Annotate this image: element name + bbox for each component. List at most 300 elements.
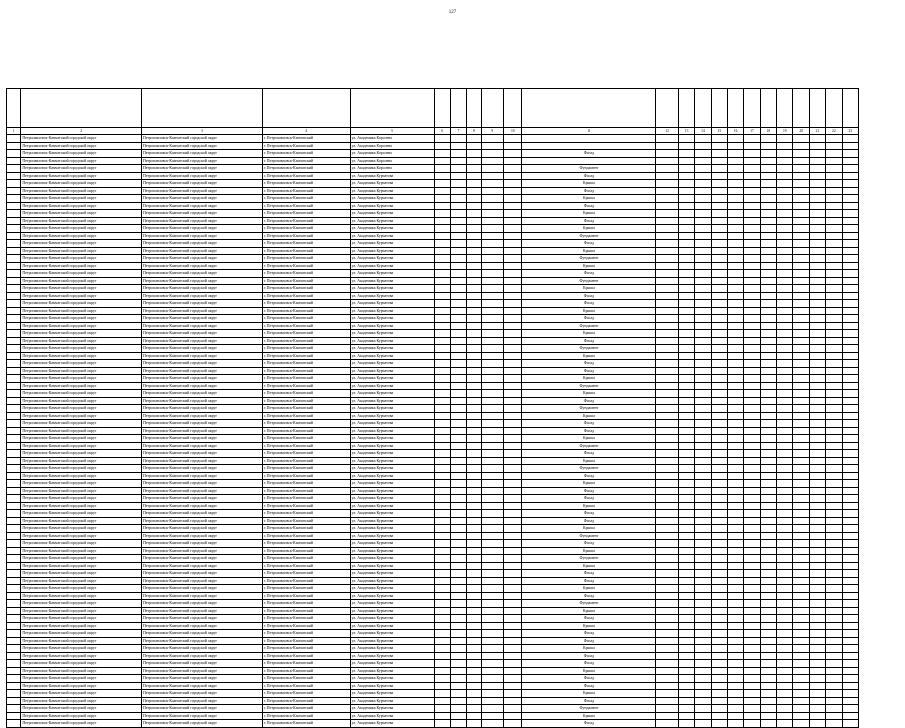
plan-mark-cell xyxy=(760,225,776,233)
plan-mark-cell xyxy=(695,405,711,413)
year-cell xyxy=(481,487,504,495)
empty-cell xyxy=(467,540,481,548)
plan-mark-cell xyxy=(744,570,760,578)
work-kind-cell: Фасад xyxy=(522,292,656,300)
street-cell: ул. Академика Курчатова xyxy=(350,457,434,465)
year-cell xyxy=(656,375,679,383)
plan-mark-cell xyxy=(728,427,744,435)
plan-mark-cell xyxy=(809,232,825,240)
district-cell: Петропавловск-Камчатский городской округ xyxy=(21,577,142,585)
street-cell: ул. Академика Курчатова xyxy=(350,435,434,443)
plan-mark-cell xyxy=(809,570,825,578)
plan-mark-cell xyxy=(678,457,694,465)
plan-mark-cell xyxy=(777,150,793,158)
plan-mark-cell xyxy=(793,292,809,300)
empty-cell xyxy=(467,517,481,525)
year-cell xyxy=(656,187,679,195)
settlement-cell: г. Петропавловск-Камчатский xyxy=(262,562,350,570)
plan-mark-cell xyxy=(728,720,744,728)
work-kind-cell: Фасад xyxy=(522,315,656,323)
street-cell: ул. Академика Курчатова xyxy=(350,682,434,690)
plan-mark-cell xyxy=(728,547,744,555)
empty-cell xyxy=(467,615,481,623)
house-cell xyxy=(434,457,450,465)
district-cell: Петропавловск-Камчатский городской округ xyxy=(142,322,263,330)
row-number xyxy=(7,465,21,473)
plan-mark-cell xyxy=(842,480,858,488)
year-cell xyxy=(481,675,504,683)
empty-cell xyxy=(467,570,481,578)
street-cell: ул. Академика Курчатова xyxy=(350,705,434,713)
plan-mark-cell xyxy=(809,367,825,375)
plan-mark-cell xyxy=(678,255,694,263)
empty-cell xyxy=(467,532,481,540)
empty-cell xyxy=(450,652,466,660)
district-cell: Петропавловск-Камчатский городской округ xyxy=(21,622,142,630)
district-cell: Петропавловск-Камчатский городской округ xyxy=(142,600,263,608)
plan-mark-cell xyxy=(678,667,694,675)
district-cell: Петропавловск-Камчатский городской округ xyxy=(21,195,142,203)
empty-cell xyxy=(467,645,481,653)
district-cell: Петропавловск-Камчатский городской округ xyxy=(142,690,263,698)
plan-mark-cell xyxy=(842,510,858,518)
plan-mark-cell xyxy=(744,427,760,435)
plan-mark-cell xyxy=(809,555,825,563)
plan-mark-cell xyxy=(678,547,694,555)
house-cell xyxy=(434,705,450,713)
plan-mark-cell xyxy=(728,457,744,465)
plan-mark-cell xyxy=(809,720,825,728)
street-cell: ул. Академика Курчатова xyxy=(350,247,434,255)
plan-mark-cell xyxy=(760,315,776,323)
row-number xyxy=(7,592,21,600)
empty-cell xyxy=(504,195,522,203)
plan-mark-cell xyxy=(744,397,760,405)
plan-mark-cell xyxy=(793,195,809,203)
plan-mark-cell xyxy=(842,712,858,720)
house-cell xyxy=(434,337,450,345)
street-cell: ул. Академика Курчатова xyxy=(350,345,434,353)
table-row xyxy=(7,285,859,293)
district-cell: Петропавловск-Камчатский городской округ xyxy=(142,360,263,368)
plan-mark-cell xyxy=(793,397,809,405)
plan-mark-cell xyxy=(793,285,809,293)
plan-mark-cell xyxy=(695,330,711,338)
plan-mark-cell xyxy=(760,540,776,548)
house-cell xyxy=(434,195,450,203)
year-cell xyxy=(481,615,504,623)
plan-mark-cell xyxy=(777,487,793,495)
empty-cell xyxy=(467,330,481,338)
table-row xyxy=(7,300,859,308)
empty-cell xyxy=(504,360,522,368)
table-row xyxy=(7,240,859,248)
settlement-cell: г. Петропавловск-Камчатский xyxy=(262,577,350,585)
table-row xyxy=(7,322,859,330)
plan-mark-cell xyxy=(842,270,858,278)
plan-mark-cell xyxy=(826,307,842,315)
table-header-row xyxy=(7,89,859,128)
plan-mark-cell xyxy=(744,300,760,308)
plan-mark-cell xyxy=(777,547,793,555)
plan-mark-cell xyxy=(826,165,842,173)
plan-mark-cell xyxy=(678,375,694,383)
work-kind-cell: Фасад xyxy=(522,270,656,278)
plan-mark-cell xyxy=(809,195,825,203)
work-kind-cell: Крыша xyxy=(522,262,656,270)
plan-mark-cell xyxy=(809,472,825,480)
year-cell xyxy=(481,547,504,555)
plan-mark-cell xyxy=(826,375,842,383)
column-number: 9 xyxy=(481,128,504,135)
plan-mark-cell xyxy=(711,345,727,353)
plan-mark-cell xyxy=(777,450,793,458)
plan-mark-cell xyxy=(760,652,776,660)
column-number: 5 xyxy=(350,128,434,135)
empty-cell xyxy=(450,277,466,285)
row-number xyxy=(7,637,21,645)
plan-mark-cell xyxy=(777,352,793,360)
house-cell xyxy=(434,720,450,728)
year-cell xyxy=(481,292,504,300)
row-number xyxy=(7,510,21,518)
plan-mark-cell xyxy=(793,465,809,473)
table-row xyxy=(7,570,859,578)
plan-mark-cell xyxy=(760,525,776,533)
year-cell xyxy=(656,562,679,570)
district-cell: Петропавловск-Камчатский городской округ xyxy=(142,510,263,518)
plan-mark-cell xyxy=(842,247,858,255)
plan-mark-cell xyxy=(711,720,727,728)
work-kind-cell: Фасад xyxy=(522,360,656,368)
street-cell: ул. Академика Курчатова xyxy=(350,502,434,510)
plan-mark-cell xyxy=(793,307,809,315)
empty-cell xyxy=(450,592,466,600)
settlement-cell: г. Петропавловск-Камчатский xyxy=(262,622,350,630)
column-number: 17 xyxy=(744,128,760,135)
table-row xyxy=(7,705,859,713)
plan-mark-cell xyxy=(728,337,744,345)
plan-mark-cell xyxy=(760,570,776,578)
row-number xyxy=(7,577,21,585)
house-cell xyxy=(434,382,450,390)
year-cell xyxy=(481,592,504,600)
year-cell xyxy=(481,690,504,698)
empty-cell xyxy=(450,330,466,338)
empty-cell xyxy=(450,660,466,668)
plan-mark-cell xyxy=(728,637,744,645)
work-kind-cell: Крыша xyxy=(522,667,656,675)
plan-mark-cell xyxy=(777,405,793,413)
plan-mark-cell xyxy=(744,315,760,323)
empty-cell xyxy=(504,712,522,720)
plan-mark-cell xyxy=(793,322,809,330)
district-cell: Петропавловск-Камчатский городской округ xyxy=(142,375,263,383)
plan-mark-cell xyxy=(777,570,793,578)
house-cell xyxy=(434,150,450,158)
plan-mark-cell xyxy=(711,330,727,338)
table-row xyxy=(7,277,859,285)
empty-cell xyxy=(450,187,466,195)
plan-mark-cell xyxy=(793,547,809,555)
street-cell: ул. Академика Курчатова xyxy=(350,352,434,360)
plan-mark-cell xyxy=(728,345,744,353)
year-cell xyxy=(481,637,504,645)
district-cell: Петропавловск-Камчатский городской округ xyxy=(21,547,142,555)
district-cell: Петропавловск-Камчатский городской округ xyxy=(142,450,263,458)
year-cell xyxy=(481,142,504,150)
plan-mark-cell xyxy=(711,262,727,270)
year-cell xyxy=(481,172,504,180)
plan-mark-cell xyxy=(744,697,760,705)
settlement-cell: г. Петропавловск-Камчатский xyxy=(262,450,350,458)
plan-mark-cell xyxy=(678,592,694,600)
table-row xyxy=(7,210,859,218)
work-kind-cell xyxy=(522,142,656,150)
plan-mark-cell xyxy=(695,232,711,240)
table-row xyxy=(7,442,859,450)
plan-mark-cell xyxy=(809,165,825,173)
district-cell: Петропавловск-Камчатский городской округ xyxy=(21,202,142,210)
plan-mark-cell xyxy=(711,217,727,225)
settlement-cell: г. Петропавловск-Камчатский xyxy=(262,510,350,518)
empty-cell xyxy=(450,517,466,525)
plan-mark-cell xyxy=(711,480,727,488)
plan-mark-cell xyxy=(793,532,809,540)
row-number xyxy=(7,330,21,338)
plan-mark-cell xyxy=(760,682,776,690)
plan-mark-cell xyxy=(777,240,793,248)
table-row xyxy=(7,562,859,570)
work-kind-cell: Крыша xyxy=(522,645,656,653)
row-number xyxy=(7,630,21,638)
plan-mark-cell xyxy=(842,367,858,375)
work-kind-cell: Фасад xyxy=(522,682,656,690)
house-cell xyxy=(434,210,450,218)
plan-mark-cell xyxy=(760,450,776,458)
house-cell xyxy=(434,315,450,323)
plan-mark-cell xyxy=(777,615,793,623)
plan-mark-cell xyxy=(777,270,793,278)
district-cell: Петропавловск-Камчатский городской округ xyxy=(142,412,263,420)
year-cell xyxy=(481,352,504,360)
plan-mark-cell xyxy=(744,225,760,233)
column-header xyxy=(450,89,466,128)
plan-mark-cell xyxy=(678,217,694,225)
year-cell xyxy=(656,630,679,638)
column-number: 4 xyxy=(262,128,350,135)
empty-cell xyxy=(450,420,466,428)
table-row xyxy=(7,690,859,698)
house-cell xyxy=(434,270,450,278)
row-number xyxy=(7,405,21,413)
plan-mark-cell xyxy=(809,262,825,270)
plan-mark-cell xyxy=(678,352,694,360)
street-cell: ул. Академика Курчатова xyxy=(350,270,434,278)
year-cell xyxy=(656,367,679,375)
plan-mark-cell xyxy=(760,240,776,248)
plan-mark-cell xyxy=(809,187,825,195)
plan-mark-cell xyxy=(842,465,858,473)
plan-mark-cell xyxy=(695,592,711,600)
settlement-cell: г. Петропавловск-Камчатский xyxy=(262,217,350,225)
empty-cell xyxy=(450,502,466,510)
empty-cell xyxy=(450,217,466,225)
plan-mark-cell xyxy=(826,547,842,555)
empty-cell xyxy=(467,712,481,720)
table-row xyxy=(7,592,859,600)
plan-mark-cell xyxy=(809,652,825,660)
year-cell xyxy=(481,705,504,713)
plan-mark-cell xyxy=(777,195,793,203)
row-number xyxy=(7,202,21,210)
plan-mark-cell xyxy=(678,420,694,428)
plan-mark-cell xyxy=(809,382,825,390)
plan-mark-cell xyxy=(744,525,760,533)
plan-mark-cell xyxy=(711,405,727,413)
year-cell xyxy=(656,270,679,278)
plan-mark-cell xyxy=(711,450,727,458)
district-cell: Петропавловск-Камчатский городской округ xyxy=(21,405,142,413)
district-cell: Петропавловск-Камчатский городской округ xyxy=(142,217,263,225)
year-cell xyxy=(656,660,679,668)
district-cell: Петропавловск-Камчатский городской округ xyxy=(21,165,142,173)
settlement-cell: г. Петропавловск-Камчатский xyxy=(262,202,350,210)
column-header xyxy=(842,89,858,128)
work-kind-cell: Фасад xyxy=(522,615,656,623)
plan-mark-cell xyxy=(711,555,727,563)
empty-cell xyxy=(467,465,481,473)
plan-mark-cell xyxy=(777,300,793,308)
street-cell: ул. Академика Курчатова xyxy=(350,540,434,548)
plan-mark-cell xyxy=(826,270,842,278)
plan-mark-cell xyxy=(695,435,711,443)
plan-mark-cell xyxy=(777,247,793,255)
work-kind-cell xyxy=(522,135,656,143)
plan-mark-cell xyxy=(842,262,858,270)
plan-mark-cell xyxy=(744,600,760,608)
plan-mark-cell xyxy=(793,555,809,563)
year-cell xyxy=(481,285,504,293)
table-row xyxy=(7,675,859,683)
settlement-cell: г. Петропавловск-Камчатский xyxy=(262,480,350,488)
plan-mark-cell xyxy=(728,705,744,713)
district-cell: Петропавловск-Камчатский городской округ xyxy=(21,637,142,645)
street-cell: ул. Академика Курчатова xyxy=(350,277,434,285)
page-number: 127 xyxy=(448,10,457,15)
plan-mark-cell xyxy=(728,157,744,165)
empty-cell xyxy=(504,352,522,360)
column-header xyxy=(728,89,744,128)
plan-mark-cell xyxy=(695,570,711,578)
house-cell xyxy=(434,277,450,285)
street-cell: ул. Академика Курчатова xyxy=(350,262,434,270)
empty-cell xyxy=(504,255,522,263)
plan-mark-cell xyxy=(744,667,760,675)
plan-mark-cell xyxy=(728,307,744,315)
plan-mark-cell xyxy=(842,450,858,458)
plan-mark-cell xyxy=(809,270,825,278)
settlement-cell: г. Петропавловск-Камчатский xyxy=(262,247,350,255)
district-cell: Петропавловск-Камчатский городской округ xyxy=(21,607,142,615)
plan-mark-cell xyxy=(826,322,842,330)
empty-cell xyxy=(504,450,522,458)
district-cell: Петропавловск-Камчатский городской округ xyxy=(142,232,263,240)
empty-cell xyxy=(504,382,522,390)
plan-mark-cell xyxy=(777,135,793,143)
plan-mark-cell xyxy=(678,705,694,713)
plan-mark-cell xyxy=(777,630,793,638)
plan-mark-cell xyxy=(809,442,825,450)
plan-mark-cell xyxy=(842,570,858,578)
plan-mark-cell xyxy=(826,502,842,510)
plan-mark-cell xyxy=(842,435,858,443)
plan-mark-cell xyxy=(760,165,776,173)
column-header xyxy=(678,89,694,128)
year-cell xyxy=(481,607,504,615)
district-cell: Петропавловск-Камчатский городской округ xyxy=(21,660,142,668)
plan-mark-cell xyxy=(826,150,842,158)
work-kind-cell: Крыша xyxy=(522,562,656,570)
house-cell xyxy=(434,502,450,510)
work-kind-cell: Фасад xyxy=(522,150,656,158)
table-row xyxy=(7,202,859,210)
plan-mark-cell xyxy=(826,562,842,570)
plan-mark-cell xyxy=(793,472,809,480)
empty-cell xyxy=(450,210,466,218)
district-cell: Петропавловск-Камчатский городской округ xyxy=(142,157,263,165)
empty-cell xyxy=(450,300,466,308)
plan-mark-cell xyxy=(711,247,727,255)
plan-mark-cell xyxy=(809,352,825,360)
column-number: 12 xyxy=(656,128,679,135)
plan-mark-cell xyxy=(793,525,809,533)
row-number xyxy=(7,292,21,300)
plan-mark-cell xyxy=(793,660,809,668)
street-cell: ул. Академика Курчатова xyxy=(350,577,434,585)
year-cell xyxy=(656,292,679,300)
empty-cell xyxy=(450,472,466,480)
plan-mark-cell xyxy=(793,675,809,683)
year-cell xyxy=(656,172,679,180)
plan-mark-cell xyxy=(760,720,776,728)
empty-cell xyxy=(467,622,481,630)
plan-mark-cell xyxy=(826,202,842,210)
plan-mark-cell xyxy=(760,585,776,593)
table-row xyxy=(7,457,859,465)
empty-cell xyxy=(504,607,522,615)
settlement-cell: г. Петропавловск-Камчатский xyxy=(262,495,350,503)
empty-cell xyxy=(504,555,522,563)
plan-mark-cell xyxy=(826,525,842,533)
district-cell: Петропавловск-Камчатский городской округ xyxy=(142,652,263,660)
plan-mark-cell xyxy=(678,360,694,368)
empty-cell xyxy=(504,480,522,488)
year-cell xyxy=(656,255,679,263)
house-cell xyxy=(434,675,450,683)
plan-mark-cell xyxy=(793,150,809,158)
plan-mark-cell xyxy=(695,202,711,210)
work-kind-cell: Фундамент xyxy=(522,405,656,413)
district-cell: Петропавловск-Камчатский городской округ xyxy=(142,592,263,600)
plan-mark-cell xyxy=(793,337,809,345)
plan-mark-cell xyxy=(695,135,711,143)
plan-mark-cell xyxy=(695,660,711,668)
plan-mark-cell xyxy=(777,315,793,323)
plan-mark-cell xyxy=(744,637,760,645)
plan-mark-cell xyxy=(777,390,793,398)
year-cell xyxy=(656,165,679,173)
